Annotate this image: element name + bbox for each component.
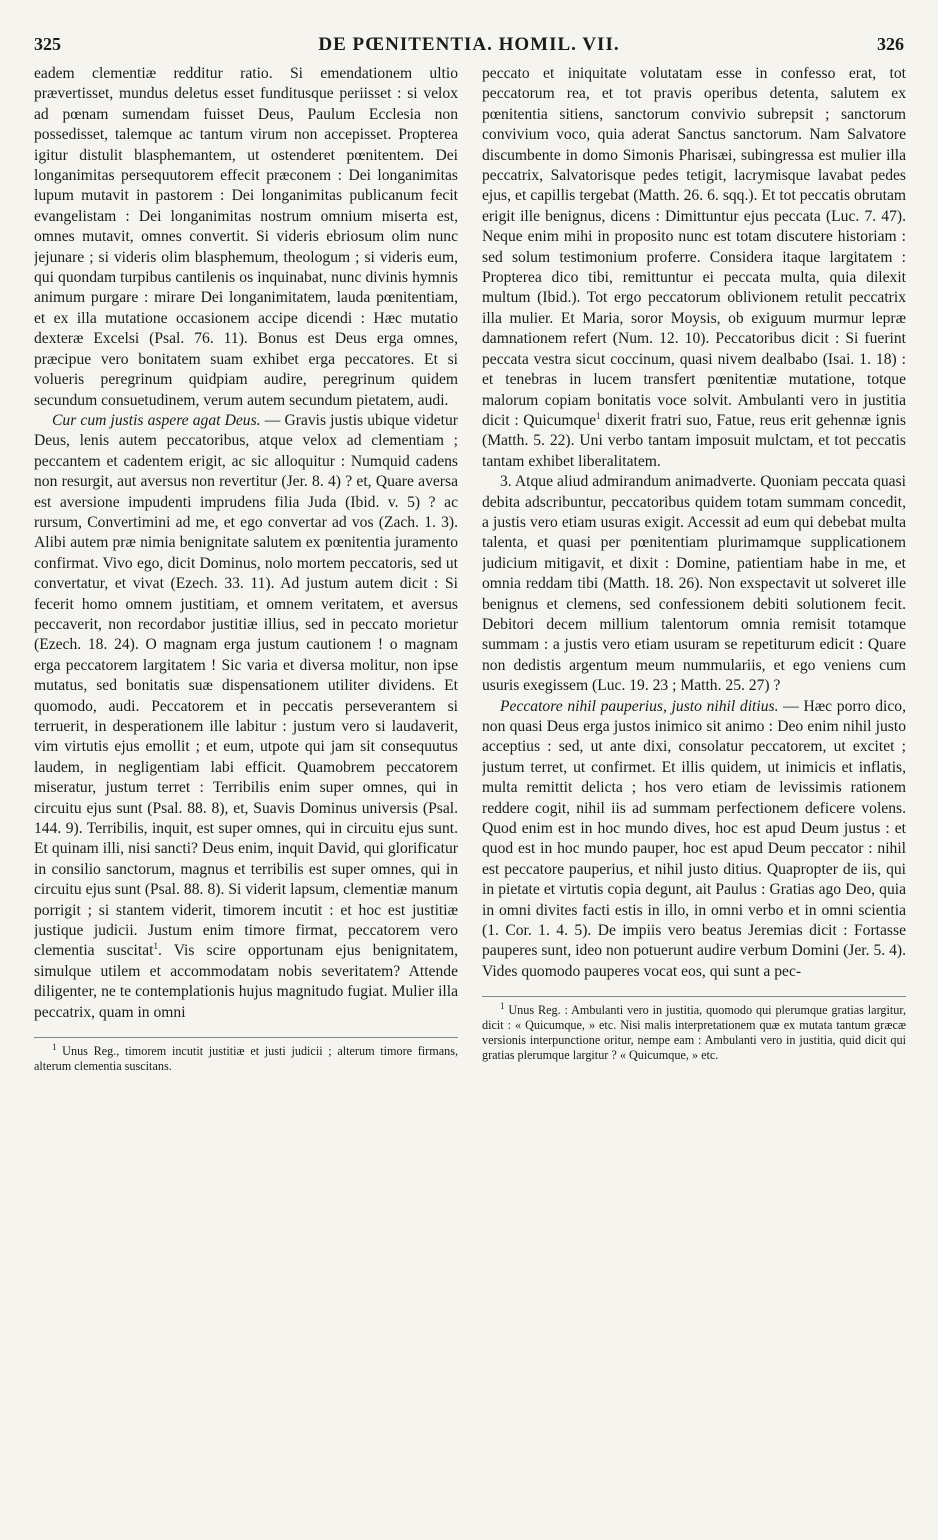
right-column bbox=[482, 64, 906, 1522]
section-title: Cur cum justis aspere agat Deus. bbox=[52, 411, 261, 429]
running-header bbox=[34, 34, 904, 60]
footnote-text: Unus Reg., timorem incutit justitiæ et justi judicii ; alterum timore firmans, alterum clementia suscitans. bbox=[34, 1044, 458, 1074]
paragraph bbox=[482, 697, 906, 983]
paragraph-text: — Hæc porro dico, non quasi Deus erga justos inimico sit animo : Deo enim nihil justo acceptius : sed, ut ante dixi, consolatur peccatorem, ut excitet ; justum terret, ut confirmet. Et illis quidem, ut inimicis et inflatis, multa remittit delicta ; hos vero etiam de levissimis rationem reddere cogit, nihil iis ad summam perfectionem deficere volens. Quod enim est in hoc mundo dives, hoc est apud Deum justus : et quod est in hoc mundo pauper, hoc est apud Deum peccator : nihil est peccatore pauperius, et nihil justo ditius. Quapropter de iis, qui in pietate et virtutis copia degunt, ait Paulus : Gratias ago Deo, quia in omni divites facti estis in illo, in omni verbo et in omni scientia (1. Cor. 1. 4. 5). De impiis vero beatus Jeremias dicit : Fortasse pauperes sunt, ideo non potuerunt audire verbum Domini (Jer. 5. 4). Vides quomodo pauperes vocat eos, qui sunt a pec- bbox=[482, 697, 906, 980]
footnote-ref: 1 bbox=[596, 410, 601, 421]
section-title: Peccatore nihil pauperius, justo nihil ditius. bbox=[500, 697, 779, 715]
paragraph-text: peccato et iniquitate volutatam esse in confesso erat, tot peccatorum rea, et tot pravis operibus detenta, salutem ex pœnitentia sitiens, sanctorum convivio subrepsit ; sanctorum convivium voco, quia aderat Sanctus sanctorum. Nam Salvatore discumbente in domo Simonis Pharisæi, subingressa est mulier illa peccatrix, Salvatorisque pedes tetigit, lacrymisque lavabat pedes ejus, et capillis tergebat (Matth. 26. 6. sqq.). Et tot peccatis obrutam erigit ille benignus, dicens : Dimittuntur ejus peccata (Luc. 7. 47). Neque enim mihi in proposito nunc est totam discutere historiam : sed solum testimonium proferre. Considera itaque largitatem : Propterea dico tibi, remittuntur ei peccata multa, quia dilexit multum (Ibid.). Tot ergo peccatorum oblivionem retulit peccatrix illa mulier. Et Maria, soror Moysis, ob exiguum murmur lepræ damnationem refert (Num. 12. 10). Peccatoribus dicit : Si fuerint peccata vestra sicut coccinum, quasi nivem dealbabo (Isai. 1. 18) : et tenebras in lucem transfert pœnitentiæ mutatione, totque malorum copiam bonitatis voce solvit. Ambulanti vero in justitia dicit : Quicumque bbox=[482, 65, 906, 429]
paragraph-text: . Vis scire opportunam ejus benignitatem, simulque utilem et accommodatam nobis severitatem? Attende diligenter, ne te contemplationis hujus magnitudo fugiat. Mulier illa peccatrix, quam in omni bbox=[34, 942, 458, 1021]
footnote bbox=[482, 996, 906, 1063]
footnote-mark: 1 bbox=[500, 1001, 505, 1012]
footnote bbox=[34, 1037, 458, 1074]
paragraph: eadem clementiæ redditur ratio. Si emendationem ultio prævertisset, mundus deletus esset funditusque periisset : si velox ad pœnam sumendam fuisset Deus, Paulum Ecclesia non possedisset, talemque ac tantum virum non accepisset. Propterea igitur distulit blasphemantem, ut ostenderet pœnitentem. Dei longanimitas persequutorem effecit præconem : Dei longanimitas lupum mutavit in pastorem : Dei longanimitas publicanum fecit evangelistam : Dei longanimitas nostrum omnium miserta est, omnes mutavit, omnes convertit. Si videris ebriosum olim nunc jejunare ; si videris olim blasphemum, theologum ; si videris eum, qui quondam turpibus cantilenis os inquinabat, nunc divinis hymnis animum purgare : mirare Dei longanimitatem, lauda pœnitentiam, et ex illa mutatione occasionem accipe dicendi : Hæc mutatio dexteræ Excelsi (Psal. 76. 11). Bonus est Deus erga omnes, præcipue vero bonitatem suam exhibet erga peccatores. Et si volueris peregrinum quidpiam audire, peregrinum quidem secundum consuetudinem, verum autem secundum pietatem, audi. bbox=[34, 65, 458, 409]
paragraph bbox=[482, 64, 906, 472]
paragraph: 3. Atque aliud admirandum animadverte. Quoniam peccata quasi debita adscribuntur, peccatoribus quidem totam summam concedit, a justis vero etiam usuras exigit. Accessit ad eum qui debebat multa talenta, et quasi per pœnitentiam plurimamque supplicationem judicium mitigavit, et dixit : Domine, patientiam habe in me, et omnia reddam tibi (Matth. 18. 26). Non exspectavit ut solveret ille benignus et clemens, sed confessionem debiti solutionem fecit. Debitori decem millium talentorum omnia remisit totamque summam : a justis vero etiam usuram se repetiturum edicit : Quare non dedistis argentum meum nummulariis, et ego veniens cum usuris exegissem (Luc. 19. 23 ; Matth. 25. 27) ? bbox=[482, 473, 906, 695]
running-title: DE PŒNITENTIA. HOMIL. VII. bbox=[318, 34, 620, 55]
page-number-left: 325 bbox=[34, 34, 61, 54]
left-column bbox=[34, 64, 458, 1522]
paragraph bbox=[34, 411, 458, 1023]
paragraph-text: — Gravis justis ubique videtur Deus, lenis autem peccatoribus, atque velox ad clementiam ; peccantem et cadentem erigit, ac sic alloquitur : Numquid cadens non resurgit, aut aversus non revertitur (Jer. 8. 4) ? et, Quare aversa est aversione impudenti imprudens filia Juda (Ibid. v. 5) ? ac rursum, Convertimini ad me, et ego convertar ad vos (Zach. 1. 3). Alibi autem præ nimia benignitate salutem ex pœnitentia juramento confirmat. Vivo ego, dicit Dominus, nolo mortem peccatoris, sed ut convertatur, et vivat (Ezech. 33. 11). Ad justum autem dicit : Si fecerit homo omnem justitiam, et omnem veritatem, et aversus peccaverit, non recordabor justitiæ illius, sed in peccato morietur (Ezech. 18. 24). O magnam erga justum cautionem ! o magnam erga peccatorem largitatem ! Sic varia et diversa molitur, non ipse mutatus, sed bonitatis suæ dispensationem utiliter dividens. Et quomodo, audi. Peccatorem et in peccatis perseverantem si terruerit, in desperationem ille labitur : justum vero si laudaverit, vim virtutis ejus emollit ; et eum, utpote qui jam sit consequutus laudem, in negligentiam labi efficit. Quamobrem peccatorem miseratur, justum terret : Terribilis enim super omnes, qui in circuitu ejus sunt (Psal. 88. 8), et, Suavis Dominus universis (Psal. 144. 9). Terribilis, inquit, est super omnes, qui in circuitu ejus sunt. Et quinam illi, nisi sancti? Deus enim, inquit David, qui glorificatur in consilio sanctorum, magnus et terribilis est super omnes, qui in circuitu ejus sunt (Psal. 88. 8). Si viderit lapsum, clementiæ manum porrigit ; si stantem viderit, timorem incutit : et hoc est justitiæ justique judicii. Justum enim timore firmat, peccatorem vero clementia suscitat bbox=[34, 411, 458, 960]
paragraph-text: dixerit fratri suo, Fatue, reus erit gehennæ ignis (Matth. 5. 22). Uni verbo tantam imposuit mulctam, et tot peccatis tantam exhibet liberalitatem. bbox=[482, 411, 906, 470]
footnote-mark: 1 bbox=[52, 1042, 57, 1053]
page-number-right: 326 bbox=[877, 34, 904, 54]
footnote-text: Unus Reg. : Ambulanti vero in justitia, quomodo qui plerumque gratias largitur, dicit : « Quicumque, » etc. Nisi malis interpretationem quæ ex mutata tantum græcæ versionis interpunctione oritur, nempe eam : Ambulanti vero in justitia, quid dicit qui gratias plerumque largitur ? « Quicumque, » etc. bbox=[482, 1003, 906, 1063]
footnote-ref: 1 bbox=[153, 941, 158, 952]
